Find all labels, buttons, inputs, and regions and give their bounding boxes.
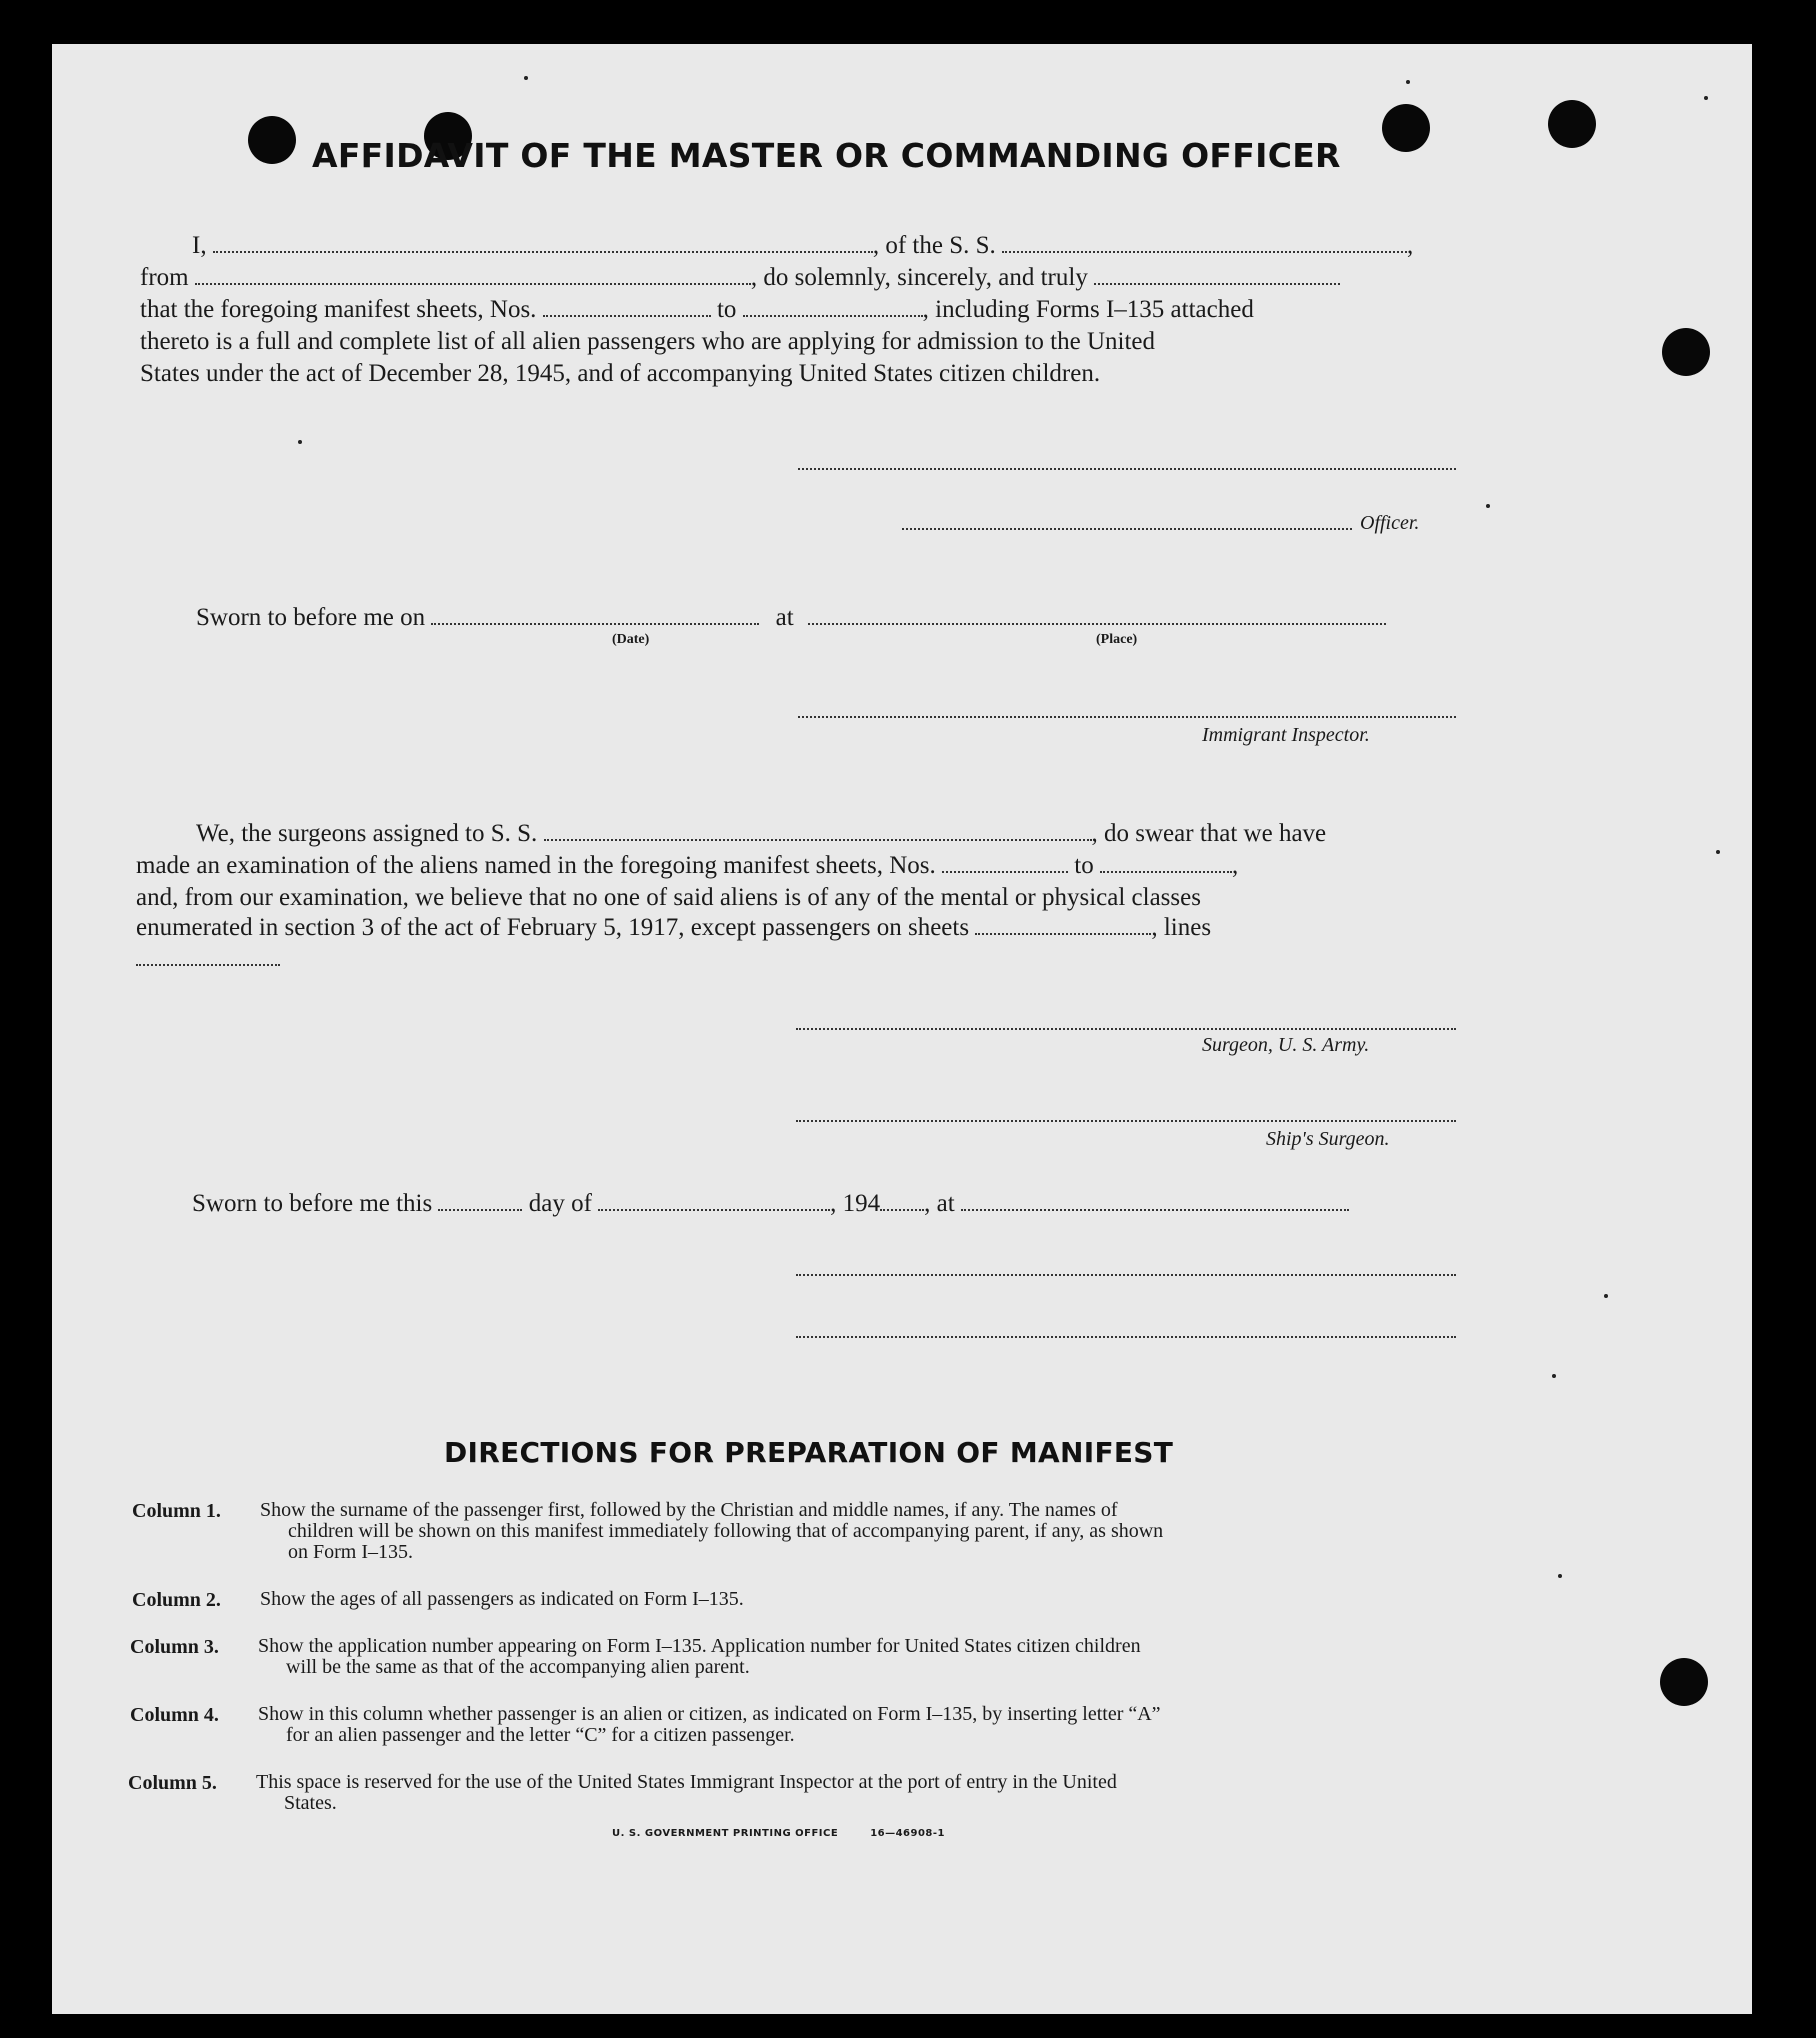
text: , including Forms I–135 attached (922, 296, 1254, 323)
text: I, (192, 232, 207, 259)
text: Show in this column whether passenger is an alien or citizen, as indicated on Form I–135, by inserting letter “A” (258, 1703, 1161, 1725)
sworn2-year-field[interactable] (880, 1191, 924, 1211)
place-caption: (Place) (1096, 632, 1138, 647)
sworn-date-label (196, 602, 1386, 633)
affidavit-line-5: States under the act of December 28, 1945, and of accompanying United States citizen children. (140, 360, 1101, 387)
column-label: Column 4. (130, 1704, 219, 1726)
oath-word-field[interactable] (1094, 265, 1340, 285)
form-sheet (52, 44, 1752, 2014)
affidavit-line-2 (140, 262, 1340, 293)
affidavit-line-1 (192, 230, 1413, 261)
army-surgeon-signature-line[interactable] (796, 1028, 1456, 1030)
text: on Form I–135. (288, 1541, 413, 1563)
page-title: AFFIDAVIT OF THE MASTER OR COMMANDING OFFICER (312, 136, 1341, 175)
sworn2-place-field[interactable] (961, 1191, 1349, 1211)
direction-column-3 (130, 1636, 1450, 1678)
master-signature-line[interactable] (798, 468, 1456, 470)
speck (1716, 850, 1720, 854)
text: U. S. GOVERNMENT PRINTING OFFICE (612, 1828, 839, 1839)
speck (1406, 80, 1410, 84)
punch-hole-6 (1660, 1658, 1708, 1706)
direction-column-4 (130, 1704, 1450, 1746)
surgeons-line-1 (196, 818, 1326, 849)
direction-column-2 (132, 1589, 1452, 1612)
sworn2-line (192, 1188, 1349, 1219)
direction-column-1 (132, 1500, 1452, 1563)
column-label: Column 3. (130, 1636, 219, 1658)
column-label: Column 2. (132, 1589, 221, 1611)
punch-hole-1 (248, 116, 296, 164)
text: made an examination of the aliens named in the foregoing manifest sheets, Nos. (136, 852, 936, 879)
text: , 194 (830, 1190, 881, 1217)
sworn-date-field[interactable] (431, 605, 759, 625)
text: , of the S. S. (872, 232, 996, 259)
text: Show the ages of all passengers as indicated on Form I–135. (260, 1588, 744, 1610)
column-text (258, 1704, 1450, 1746)
text: 16—46908-1 (870, 1828, 946, 1839)
officer-caption: Officer. (1360, 512, 1420, 534)
punch-hole-3 (1382, 104, 1430, 152)
text: , lines (1151, 914, 1212, 941)
text: We, the surgeons assigned to S. S. (196, 820, 538, 847)
inspector-caption: Immigrant Inspector. (1202, 724, 1370, 746)
text: , (1407, 232, 1414, 259)
speck (1486, 504, 1490, 508)
surgeon-ship-field[interactable] (544, 821, 1092, 841)
date-caption: (Date) (612, 632, 650, 647)
sworn2-title-line[interactable] (796, 1336, 1456, 1338)
text: This space is reserved for the use of the United States Immigrant Inspector at the port of entry in the United (256, 1771, 1117, 1793)
surgeons-line-3: and, from our examination, we believe that no one of said aliens is of any of the mental or physical classes (136, 884, 1201, 911)
text: Show the surname of the passenger first, followed by the Christian and middle names, if any. The names of (260, 1499, 1118, 1521)
sworn2-signature-line[interactable] (796, 1274, 1456, 1276)
text: day of (528, 1190, 592, 1217)
column-text (260, 1589, 1452, 1612)
affidavit-line-3 (140, 294, 1254, 325)
text: States. (284, 1792, 337, 1814)
sworn2-month-field[interactable] (598, 1191, 830, 1211)
ship-surgeon-signature-line[interactable] (796, 1120, 1456, 1122)
text: from (140, 264, 189, 291)
column-text (260, 1500, 1452, 1563)
directions-title: DIRECTIONS FOR PREPARATION OF MANIFEST (444, 1436, 1174, 1469)
ship-surgeon-caption: Ship's Surgeon. (1266, 1128, 1390, 1150)
surgeon-sheet-from-field[interactable] (942, 853, 1068, 873)
text: Show the application number appearing on Form I–135. Application number for United States citizen children (258, 1635, 1141, 1657)
inspector-signature-line[interactable] (798, 716, 1456, 718)
text: , (1231, 852, 1239, 879)
column-label: Column 5. (128, 1772, 217, 1794)
speck (1604, 1294, 1608, 1298)
surgeon-sheet-to-field[interactable] (1100, 853, 1232, 873)
printing-office-footer (612, 1828, 945, 1839)
direction-column-5 (128, 1772, 1448, 1814)
sworn2-day-field[interactable] (438, 1191, 522, 1211)
text: to (1074, 852, 1094, 879)
sheet-from-field[interactable] (543, 297, 711, 317)
master-name-field[interactable] (213, 233, 873, 253)
ship-name-field[interactable] (1002, 233, 1407, 253)
text: enumerated in section 3 of the act of February 5, 1917, except passengers on sheets (136, 914, 970, 941)
punch-hole-4 (1548, 100, 1596, 148)
speck (1704, 96, 1708, 100)
punch-hole-5 (1662, 328, 1710, 376)
text: , at (924, 1190, 955, 1217)
speck (298, 440, 302, 444)
column-text (258, 1636, 1450, 1678)
army-surgeon-caption: Surgeon, U. S. Army. (1202, 1034, 1370, 1056)
speck (524, 76, 528, 80)
text: , do solemnly, sincerely, and truly (750, 264, 1088, 291)
text: to (716, 296, 737, 323)
text: , do swear that we have (1091, 820, 1327, 847)
column-text (256, 1772, 1448, 1814)
text: children will be shown on this manifest immediately following that of accompanying parent, if any, as shown (288, 1520, 1164, 1542)
text: at (775, 604, 794, 631)
except-lines-field[interactable] (136, 964, 280, 966)
surgeons-line-4 (136, 912, 1211, 943)
column-label: Column 1. (132, 1500, 221, 1522)
sworn-place-field[interactable] (808, 605, 1386, 625)
text: that the foregoing manifest sheets, Nos. (140, 296, 537, 323)
text: for an alien passenger and the letter “C” for a citizen passenger. (286, 1724, 795, 1746)
from-port-field[interactable] (195, 265, 751, 285)
surgeons-line-2 (136, 850, 1238, 881)
affidavit-line-4: thereto is a full and complete list of all alien passengers who are applying for admission to the United (140, 328, 1156, 355)
speck (1558, 1574, 1562, 1578)
text: Sworn to before me this (192, 1190, 433, 1217)
officer-title-line[interactable] (902, 528, 1352, 530)
speck (1552, 1374, 1556, 1378)
text: will be the same as that of the accompanying alien parent. (286, 1656, 750, 1678)
text: Sworn to before me on (196, 604, 426, 631)
except-sheets-field[interactable] (975, 915, 1151, 935)
sheet-to-field[interactable] (743, 297, 923, 317)
